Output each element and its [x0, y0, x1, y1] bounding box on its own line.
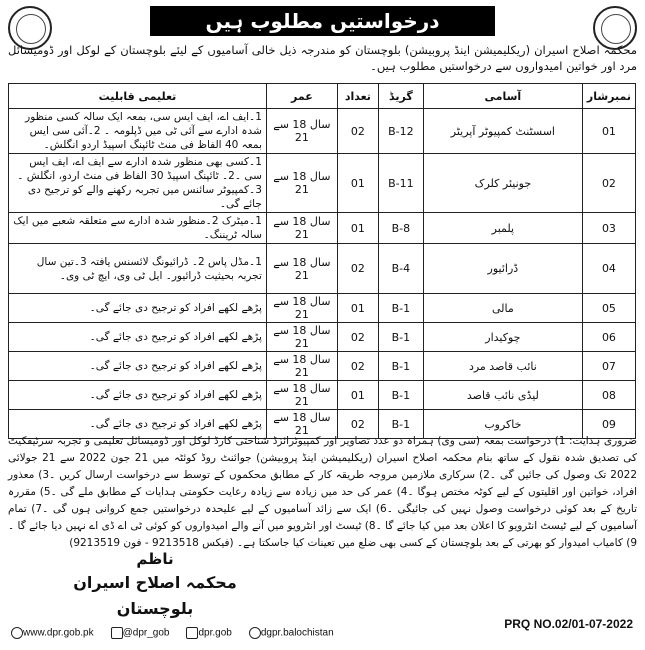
- header-post: آسامی: [423, 84, 582, 109]
- table-row: [9, 294, 636, 323]
- cell-grade: B-12: [378, 109, 423, 154]
- table-row: [9, 244, 636, 294]
- instructions-paragraph: ضروری ہدایت: 1) درخواست بمعہ (سی وی) ہمراہ دو عدد تصاویر اور کمپیوٹرائزڈ شناختی کارڈ لوکل اور ڈومیسائل تعلیمی و تجربہ سرٹیفکیٹ کی تصدیق شدہ نقول کے ساتھ بنام محکمہ اصلاح اسیران (ریکلیمیشن اینڈ پروبیشن) جوائنٹ روڈ کوئٹہ میں 21 جون 2022 سے 21 جولائی 2022 تک وصول کی جائیں گی ۔2) سرکاری ملازمین مروجہ طریقہ کار کے مطابق محکموں کے توسط سے درخواست ارسال کریں ۔3) معذور افراد، خواتین اور اقلیتوں کے لیے کوٹہ مختص ہوگا ۔4) عمر کی حد میں زیادہ سے زیادہ رعایت حکومتی ہدایات کے مطابق ملے گی ۔5) مقررہ تاریخ کے بعد کوئی درخواست وصول نہیں کی جائیگی ۔6) ایک سے زائد آسامیوں کے لیے علیحدہ درخواستیں جمع کروانی ہوں گی ۔7) تمام آسامیوں کے لیے ٹیسٹ انٹرویو کا اعلان بعد میں کیا جائے گا ۔8) ٹیسٹ اور انٹرویو میں آنے والے امیدواروں کو کوئی ٹی اے ڈی اے نہیں دیا جائے گا ۔9) کامیاب امیدوار کو بھرتی کے بعد بلوچستان کے کسی بھی ضلع میں تعینات کیا جاسکتا ہے۔ (فیکس 9213518 - فون 9213519): [8, 435, 638, 549]
- cell-post: نائب قاصد مرد: [423, 352, 582, 381]
- cell-post: چوکیدار: [423, 323, 582, 352]
- cell-grade: B-11: [378, 154, 423, 213]
- header-serial: نمبرشار: [582, 84, 635, 109]
- cell-qualification: پڑھے لکھے افراد کو ترجیح دی جائے گی۔: [9, 410, 267, 439]
- cell-quantity: 02: [337, 323, 378, 352]
- cell-age: سال 18 سے 21: [266, 213, 337, 244]
- cell-post: خاکروب: [423, 410, 582, 439]
- table-header-row: [9, 84, 636, 109]
- cell-serial: 06: [582, 323, 635, 352]
- header-qualification: تعلیمی قابلیت: [9, 84, 267, 109]
- cell-post: اسسٹنٹ کمپیوٹر آپریٹر: [423, 109, 582, 154]
- intro-paragraph: محکمہ اصلاح اسیران (ریکلیمیشن اینڈ پروبیشن) بلوچستان کو مندرجہ ذیل خالی آسامیوں کے لیئے بلوچستان کے لوکل اور ڈومیسائل مرد اور خواتین امیدواروں سے درخواستیں مطلوب ہیں۔: [8, 43, 637, 73]
- cell-grade: B-1: [378, 381, 423, 410]
- twitter-icon: [111, 627, 123, 639]
- prq-number: PRQ NO.02/01-07-2022: [504, 617, 633, 631]
- cell-quantity: 02: [337, 244, 378, 294]
- cell-serial: 09: [582, 410, 635, 439]
- cell-age: سال 18 سے 21: [266, 294, 337, 323]
- cell-post: لیڈی نائب قاصد: [423, 381, 582, 410]
- cell-quantity: 02: [337, 410, 378, 439]
- globe-icon: [11, 627, 23, 639]
- cell-serial: 01: [582, 109, 635, 154]
- cell-post: جونیئر کلرک: [423, 154, 582, 213]
- signature-block: [40, 548, 270, 622]
- header-age: عمر: [266, 84, 337, 109]
- header-quantity: تعداد: [337, 84, 378, 109]
- table-row: [9, 323, 636, 352]
- cell-quantity: 01: [337, 381, 378, 410]
- cell-grade: B-4: [378, 244, 423, 294]
- social-links: [8, 627, 408, 639]
- instagram-icon: [186, 627, 198, 639]
- cell-qualification: 1۔کسی بھی منظور شدہ ادارے سے ایف اے، ایف ایس سی ۔2۔ ٹائپنگ اسپیڈ 30 الفاظ فی منٹ اردو، انگلش ۔3۔کمپیوٹر سائنس میں تجربہ رکھنے والے کو ترجیح دی جائے گی۔: [9, 154, 267, 213]
- cell-age: سال 18 سے 21: [266, 381, 337, 410]
- social-item[interactable]: [108, 627, 170, 639]
- cell-qualification: 1۔ایف اے، ایف ایس سی، بمعہ ایک سالہ کسی منظور شدہ ادارے سے آئی ٹی میں ڈپلومہ ۔ 2۔آئی سی ایس بمعہ 40 الفاظ فی منٹ ٹائپنگ اسپیڈ اردو انگلش۔: [9, 109, 267, 154]
- cell-age: سال 18 سے 21: [266, 352, 337, 381]
- cell-age: سال 18 سے 21: [266, 323, 337, 352]
- cell-quantity: 01: [337, 294, 378, 323]
- social-item[interactable]: [8, 627, 94, 639]
- cell-age: سال 18 سے 21: [266, 109, 337, 154]
- cell-age: سال 18 سے 21: [266, 154, 337, 213]
- cell-quantity: 02: [337, 109, 378, 154]
- page-title: درخواستیں مطلوب ہیں: [150, 6, 495, 36]
- instagram-link[interactable]: dpr.gob: [198, 627, 232, 639]
- cell-serial: 03: [582, 213, 635, 244]
- vacancies-table: [8, 83, 636, 439]
- twitter-link[interactable]: @dpr_gob: [122, 627, 170, 639]
- cell-quantity: 02: [337, 352, 378, 381]
- header-grade: گریڈ: [378, 84, 423, 109]
- table-row: [9, 352, 636, 381]
- cell-grade: B-1: [378, 294, 423, 323]
- cell-serial: 05: [582, 294, 635, 323]
- cell-quantity: 01: [337, 154, 378, 213]
- facebook-link[interactable]: dgpr.balochistan: [260, 627, 334, 639]
- signature-designation: ناظم: [136, 550, 174, 568]
- cell-age: سال 18 سے 21: [266, 244, 337, 294]
- signature-department: محکمہ اصلاح اسیران بلوچستان: [73, 573, 237, 618]
- table-row: [9, 154, 636, 213]
- cell-post: ڈرائیور: [423, 244, 582, 294]
- facebook-icon: [249, 627, 261, 639]
- cell-qualification: 1۔میٹرک 2۔منظور شدہ ادارے سے متعلقہ شعبے میں ایک سالہ ٹریننگ۔: [9, 213, 267, 244]
- cell-grade: B-1: [378, 323, 423, 352]
- cell-qualification: 1۔مڈل پاس 2۔ ڈرائیونگ لائسنس یافتہ 3۔تین سال تجربہ بحیثیت ڈرائیور۔ ایل ٹی وی، ایچ ٹی وی۔: [9, 244, 267, 294]
- cell-grade: B-1: [378, 410, 423, 439]
- cell-quantity: 01: [337, 213, 378, 244]
- cell-qualification: پڑھے لکھے افراد کو ترجیح دی جائے گی۔: [9, 381, 267, 410]
- cell-post: پلمبر: [423, 213, 582, 244]
- cell-serial: 07: [582, 352, 635, 381]
- table-row: [9, 381, 636, 410]
- cell-qualification: پڑھے لکھے افراد کو ترجیح دی جائے گی۔: [9, 352, 267, 381]
- cell-grade: B-8: [378, 213, 423, 244]
- cell-serial: 08: [582, 381, 635, 410]
- social-item[interactable]: [183, 627, 231, 639]
- cell-age: سال 18 سے 21: [266, 410, 337, 439]
- cell-serial: 02: [582, 154, 635, 213]
- table-row: [9, 109, 636, 154]
- cell-qualification: پڑھے لکھے افراد کو ترجیح دی جائے گی۔: [9, 323, 267, 352]
- cell-qualification: پڑھے لکھے افراد کو ترجیح دی جائے گی۔: [9, 294, 267, 323]
- table-row: [9, 213, 636, 244]
- cell-post: مالی: [423, 294, 582, 323]
- cell-serial: 04: [582, 244, 635, 294]
- website-link[interactable]: www.dpr.gob.pk: [23, 627, 94, 639]
- cell-grade: B-1: [378, 352, 423, 381]
- social-item[interactable]: [246, 627, 334, 639]
